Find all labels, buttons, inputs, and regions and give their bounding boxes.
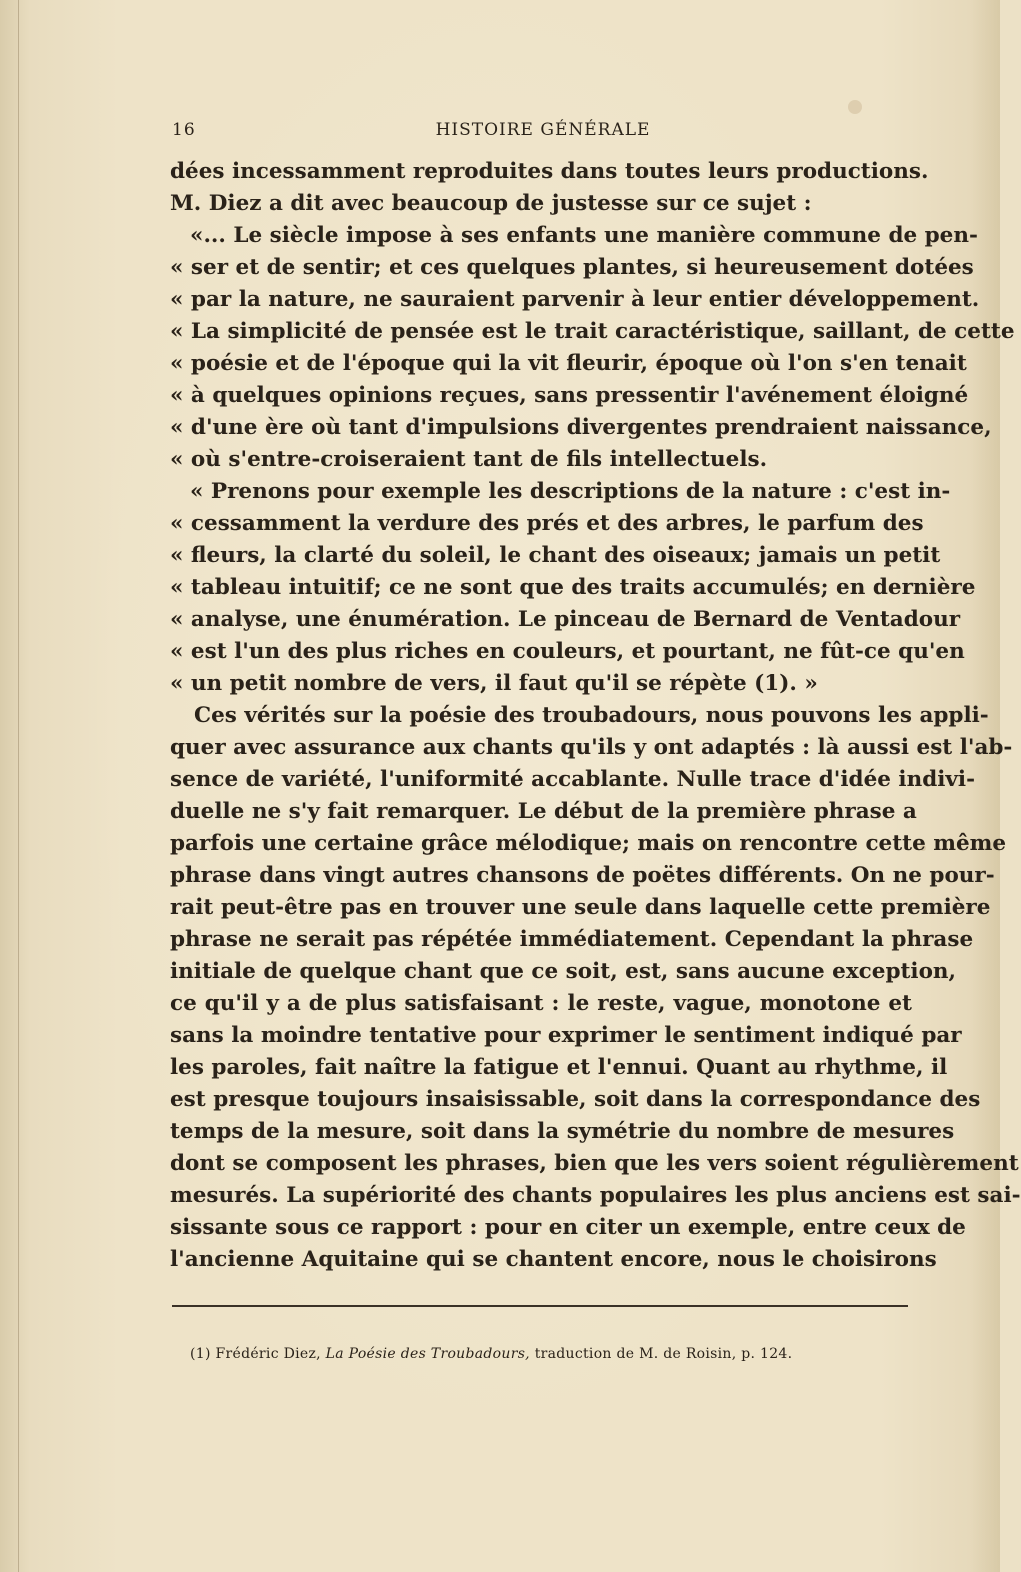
text-line: « La simplicité de pensée est le trait caractéristique, saillant, de cette: [170, 319, 1015, 344]
text-line: M. Diez a dit avec beaucoup de justesse sur ce sujet :: [170, 191, 812, 216]
footnote-marker: (1) Frédéric Diez,: [190, 1346, 321, 1362]
page-number: 16: [172, 120, 196, 140]
running-head: [172, 120, 914, 146]
page-edge: [18, 0, 19, 1572]
text-line: phrase dans vingt autres chansons de poëtes différents. On ne pour-: [170, 863, 995, 888]
text-line: « ser et de sentir; et ces quelques plantes, si heureusement dotées: [170, 255, 974, 280]
text-line: « où s'entre-croiseraient tant de fils intellectuels.: [170, 447, 768, 472]
text-line: les paroles, fait naître la fatigue et l'ennui. Quant au rhythme, il: [170, 1055, 948, 1080]
text-line: « poésie et de l'époque qui la vit fleurir, époque où l'on s'en tenait: [170, 351, 967, 376]
text-line: rait peut-être pas en trouver une seule dans laquelle cette première: [170, 895, 991, 920]
text-line: dont se composent les phrases, bien que les vers soient régulièrement: [170, 1151, 1019, 1176]
text-line: parfois une certaine grâce mélodique; mais on rencontre cette même: [170, 831, 1007, 856]
text-line: « est l'un des plus riches en couleurs, et pourtant, ne fût-ce qu'en: [170, 639, 965, 664]
text-line: ce qu'il y a de plus satisfaisant : le reste, vague, monotone et: [170, 991, 912, 1016]
text-line: sans la moindre tentative pour exprimer le sentiment indiqué par: [170, 1023, 962, 1048]
text-line: phrase ne serait pas répétée immédiatement. Cependant la phrase: [170, 927, 974, 952]
footnote-work-title: La Poésie des Troubadours,: [325, 1346, 530, 1362]
body-text: [170, 156, 1021, 1276]
text-line: « d'une ère où tant d'impulsions divergentes prendraient naissance,: [170, 415, 992, 440]
text-line: « à quelques opinions reçues, sans pressentir l'avénement éloigné: [170, 383, 969, 408]
running-title: HISTOIRE GÉNÉRALE: [435, 120, 651, 140]
text-line: sence de variété, l'uniformité accablante. Nulle trace d'idée indivi-: [170, 767, 976, 792]
text-line: dées incessamment reproduites dans toutes leurs productions.: [170, 159, 929, 184]
text-line: l'ancienne Aquitaine qui se chantent encore, nous le choisirons: [170, 1247, 937, 1272]
text-line: « un petit nombre de vers, il faut qu'il se répète (1). »: [170, 671, 818, 696]
text-line: initiale de quelque chant que ce soit, est, sans aucune exception,: [170, 959, 957, 984]
text-line: « par la nature, ne sauraient parvenir à leur entier développement.: [170, 287, 980, 312]
text-line: sissante sous ce rapport : pour en citer un exemple, entre ceux de: [170, 1215, 966, 1240]
text-line: «... Le siècle impose à ses enfants une manière commune de pen-: [190, 223, 978, 248]
text-line: « fleurs, la clarté du soleil, le chant des oiseaux; jamais un petit: [170, 543, 941, 568]
text-line: mesurés. La supériorité des chants populaires les plus anciens est sai-: [170, 1183, 1021, 1208]
foxing-spot: [848, 100, 862, 114]
text-line: duelle ne s'y fait remarquer. Le début de la première phrase a: [170, 799, 917, 824]
text-line: « analyse, une énumération. Le pinceau de Bernard de Ventadour: [170, 607, 961, 632]
text-line: « tableau intuitif; ce ne sont que des traits accumulés; en dernière: [170, 575, 976, 600]
footnote-rest: traduction de M. de Roisin, p. 124.: [534, 1346, 793, 1362]
text-line: temps de la mesure, soit dans la symétrie du nombre de mesures: [170, 1119, 955, 1144]
text-line: Ces vérités sur la poésie des troubadours, nous pouvons les appli-: [194, 703, 989, 728]
footnote-rule: [172, 1305, 908, 1307]
text-line: quer avec assurance aux chants qu'ils y ont adaptés : là aussi est l'ab-: [170, 735, 1013, 760]
text-line: est presque toujours insaisissable, soit dans la correspondance des: [170, 1087, 981, 1112]
text-line: « cessamment la verdure des prés et des arbres, le parfum des: [170, 511, 924, 536]
footnote: [190, 1346, 910, 1362]
text-line: « Prenons pour exemple les descriptions de la nature : c'est in-: [190, 479, 951, 504]
